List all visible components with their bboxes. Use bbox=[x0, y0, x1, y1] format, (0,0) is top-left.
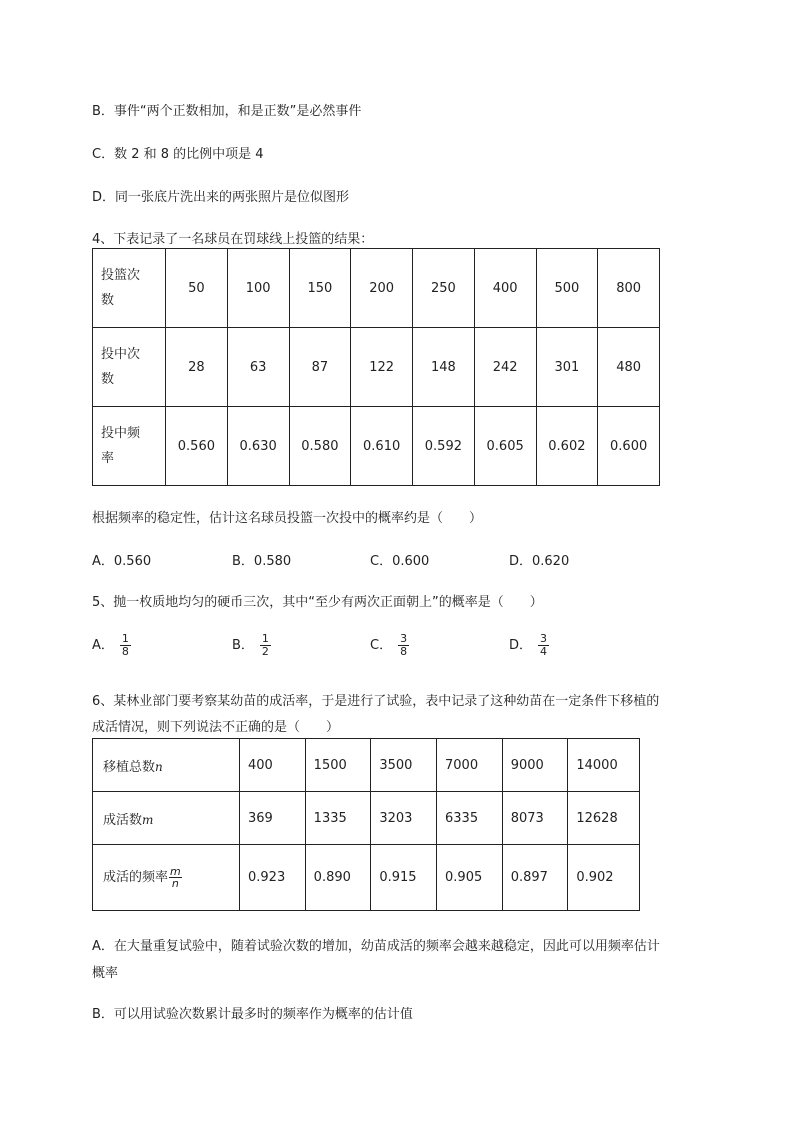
row-header-frequency: 投中频 率 bbox=[93, 407, 166, 486]
table-cell: 63 bbox=[227, 328, 289, 407]
table-row bbox=[93, 739, 640, 792]
table-cell: 0.592 bbox=[413, 407, 475, 486]
table-cell: 14000 bbox=[568, 739, 640, 792]
table-cell: 250 bbox=[413, 249, 475, 328]
table-cell: 369 bbox=[240, 792, 306, 845]
q5-option-a: A． $\frac{1}{8}$ bbox=[92, 632, 129, 658]
q6-stem-line2: 成活情况，则下列说法不正确的是（ ） bbox=[92, 720, 340, 735]
table-cell: 50 bbox=[166, 249, 228, 328]
table-cell: 0.923 bbox=[240, 845, 306, 911]
q4-option-d: D．0.620 bbox=[509, 554, 570, 569]
fraction: $\frac{1}{8}$ bbox=[121, 632, 129, 658]
q4-question: 根据频率的稳定性，估计这名球员投篮一次投中的概率约是（ ） bbox=[92, 511, 483, 526]
table-cell: 500 bbox=[536, 249, 598, 328]
q4-option-c: C．0.600 bbox=[370, 554, 430, 569]
row-header-hits: 投中次 数 bbox=[93, 328, 166, 407]
table-cell: 0.602 bbox=[536, 407, 598, 486]
seedling-survival-table bbox=[92, 738, 640, 911]
table-cell: 1500 bbox=[305, 739, 371, 792]
table-cell: 0.897 bbox=[502, 845, 568, 911]
table-cell: 150 bbox=[289, 249, 351, 328]
table-cell: 0.630 bbox=[227, 407, 289, 486]
q6-option-b: B．可以用试验次数累计最多时的频率作为概率的估计值 bbox=[92, 1007, 413, 1022]
table-cell: 0.905 bbox=[437, 845, 503, 911]
q5-option-c: C． $\frac{3}{8}$ bbox=[370, 632, 408, 658]
table-cell: 3203 bbox=[371, 792, 437, 845]
table-cell: 87 bbox=[289, 328, 351, 407]
table-row bbox=[93, 249, 660, 328]
q4-option-b: B．0.580 bbox=[232, 554, 292, 569]
table-row bbox=[93, 845, 640, 911]
table-row bbox=[93, 328, 660, 407]
table-cell: 800 bbox=[598, 249, 660, 328]
table-cell: 3500 bbox=[371, 739, 437, 792]
table-cell: 0.890 bbox=[305, 845, 371, 911]
table-cell: 0.600 bbox=[598, 407, 660, 486]
table-cell: 100 bbox=[227, 249, 289, 328]
q3-option-c: C．数 2 和 8 的比例中项是 4 bbox=[92, 147, 264, 162]
table-cell: 12628 bbox=[568, 792, 640, 845]
q6-option-a-line1: A．在大量重复试验中，随着试验次数的增加，幼苗成活的频率会越来越稳定，因此可以用频率估计 bbox=[92, 939, 660, 954]
table-cell: 122 bbox=[351, 328, 413, 407]
fraction: $\frac{m}{n}$ bbox=[170, 865, 181, 890]
q5-option-b: B． $\frac{1}{2}$ bbox=[232, 632, 269, 658]
fraction: $\frac{3}{4}$ bbox=[540, 632, 548, 658]
q4-stem: 4、下表记录了一名球员在罚球线上投篮的结果： bbox=[92, 232, 374, 247]
row-header-survived: 成活数m bbox=[93, 792, 240, 845]
table-cell: 0.902 bbox=[568, 845, 640, 911]
table-cell: 200 bbox=[351, 249, 413, 328]
table-cell: 0.605 bbox=[474, 407, 536, 486]
row-header-rate: 成活的频率 $\frac{m}{n}$ bbox=[93, 845, 240, 911]
table-row bbox=[93, 792, 640, 845]
fraction: $\frac{1}{2}$ bbox=[261, 632, 269, 658]
q6-option-a-line2: 概率 bbox=[92, 966, 119, 981]
shooting-results-table bbox=[92, 248, 660, 486]
row-header-total: 移植总数n bbox=[93, 739, 240, 792]
table-cell: 9000 bbox=[502, 739, 568, 792]
table-cell: 148 bbox=[413, 328, 475, 407]
table-cell: 0.610 bbox=[351, 407, 413, 486]
q3-option-d: D．同一张底片洗出来的两张照片是位似图形 bbox=[92, 190, 350, 205]
table-cell: 6335 bbox=[437, 792, 503, 845]
fraction: $\frac{3}{8}$ bbox=[400, 632, 408, 658]
q5-option-d: D． $\frac{3}{4}$ bbox=[509, 632, 548, 658]
q4-option-a: A．0.560 bbox=[92, 554, 152, 569]
table-cell: 0.560 bbox=[166, 407, 228, 486]
q6-stem-line1: 6、某林业部门要考察某幼苗的成活率，于是进行了试验，表中记录了这种幼苗在一定条件下移植的 bbox=[92, 694, 660, 709]
table-cell: 400 bbox=[474, 249, 536, 328]
table-cell: 8073 bbox=[502, 792, 568, 845]
q3-option-b: B．事件“两个正数相加，和是正数”是必然事件 bbox=[92, 104, 362, 119]
q5-stem: 5、抛一枚质地均匀的硬币三次，其中“至少有两次正面朝上”的概率是（ ） bbox=[92, 595, 543, 610]
row-header-attempts: 投篮次 数 bbox=[93, 249, 166, 328]
table-row bbox=[93, 407, 660, 486]
table-cell: 0.915 bbox=[371, 845, 437, 911]
table-cell: 242 bbox=[474, 328, 536, 407]
table-cell: 400 bbox=[240, 739, 306, 792]
table-cell: 28 bbox=[166, 328, 228, 407]
table-cell: 7000 bbox=[437, 739, 503, 792]
table-cell: 301 bbox=[536, 328, 598, 407]
table-cell: 0.580 bbox=[289, 407, 351, 486]
table-cell: 1335 bbox=[305, 792, 371, 845]
table-cell: 480 bbox=[598, 328, 660, 407]
